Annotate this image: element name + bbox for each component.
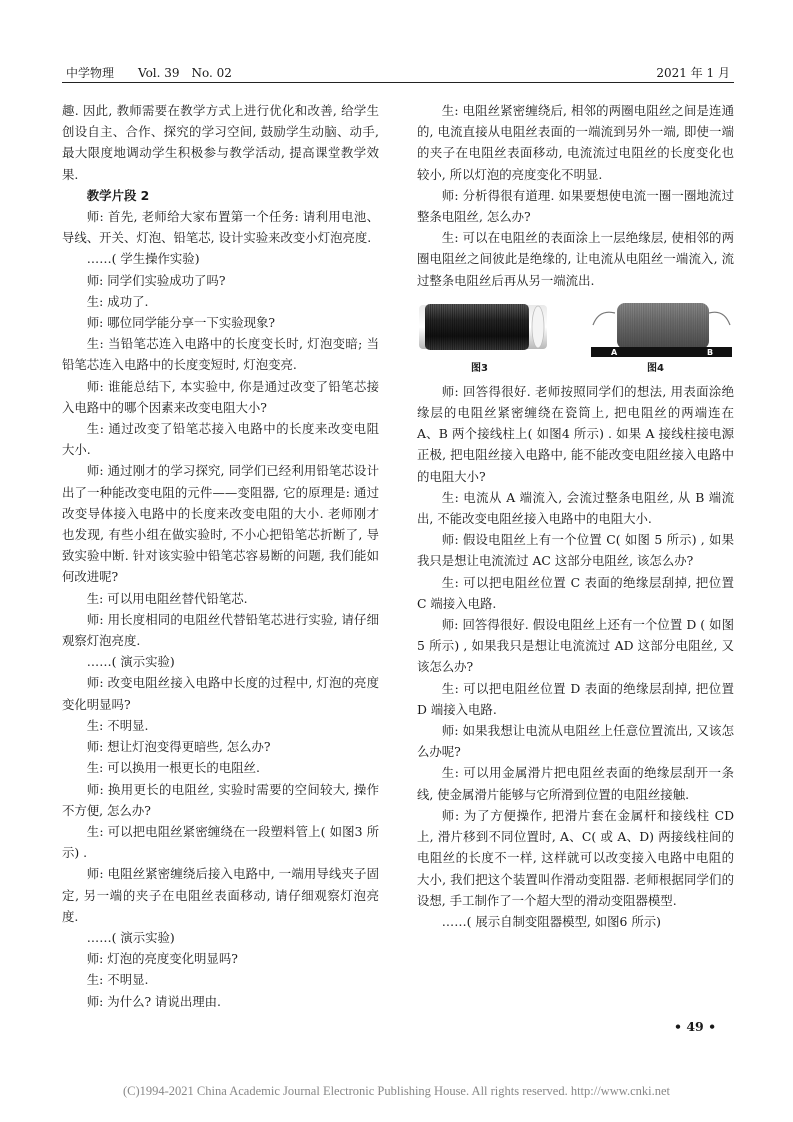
paragraph: 生: 成功了.: [86, 293, 149, 309]
paragraph: ……( 展示自制变阻器模型, 如图6 所示): [441, 913, 661, 929]
paragraph: ……( 演示实验): [86, 929, 175, 945]
paragraph: 趣. 因此, 教师需要在教学方式上进行优化和改善, 给学生创设自主、合作、探究的学习空间, 鼓励学生动脑、动手, 最大限度地调动学生积极参与教学活动, 提高课堂教学效果.: [62, 103, 379, 182]
terminal-b-label: B: [707, 347, 714, 357]
paragraph: 生: 可以把电阻丝位置 C 表面的绝缘层刮掉, 把位置 C 端接入电路.: [417, 574, 734, 611]
paragraph: 师: 回答得很好. 假设电阻丝上还有一个位置 D ( 如图 5 所示) , 如果我只是想让电流流过 AD 这部分电阻丝, 又该怎么办?: [417, 617, 734, 675]
paragraph: 师: 假设电阻丝上有一个位置 C( 如图 5 所示) , 如果我只是想让电流流过 AC 这部分电阻丝, 该怎么办?: [417, 532, 734, 569]
paragraph: 生: 不明显.: [86, 717, 149, 733]
paragraph: 师: 如果我想让电流从电阻丝上任意位置流出, 又该怎么办呢?: [417, 723, 734, 760]
paragraph: 师: 用长度相同的电阻丝代替铅笔芯进行实验, 请仔细观察灯泡亮度.: [62, 611, 379, 649]
paragraph: 生: 不明显.: [86, 972, 149, 988]
paragraph: 生: 可以换用一根更长的电阻丝.: [86, 760, 260, 776]
figure-3-caption: 图3: [471, 362, 488, 374]
paragraph: 生: 可以用电阻丝替代铅笔芯.: [86, 590, 248, 606]
paragraph: ……( 演示实验): [86, 654, 175, 670]
paragraph: 师: 回答得很好. 老师按照同学们的想法, 用表面涂绝缘层的电阻丝紧密缠绕在瓷筒上, 把电阻丝的两端连在 A、B 两个接线柱上( 如图4 所示) . 如果 A 接线柱接电源正极, 把电阻丝接入电路中, 能不能改变电阻丝接入电路中的电阻大小?: [417, 383, 734, 484]
paragraph: 师: 同学们实验成功了吗?: [86, 272, 226, 288]
section-heading: 教学片段 2: [86, 187, 150, 203]
paragraph: 师: 为了方便操作, 把滑片套在金属杆和接线柱 CD 上, 滑片移到不同位置时, A、C( 或 A、D) 两接线柱间的电阻丝的长度不一样, 这样就可以改变接入电路中电阻的大小, 我们把这个装置叫作滑动变阻器. 老师根据同学们的设想, 手工制作了一个超大型的滑动变阻器模型.: [417, 807, 734, 908]
issue-date: 2021 年 1 月: [656, 66, 730, 80]
paragraph: 生: 可以把电阻丝紧密缠绕在一段塑料管上( 如图3 所示) .: [62, 823, 379, 861]
paragraph: 生: 可以把电阻丝位置 D 表面的绝缘层刮掉, 把位置 D 端接入电路.: [417, 680, 734, 717]
terminal-a-label: A: [611, 347, 618, 357]
figure-3-coil-image: [419, 297, 547, 357]
figure-4-caption: 图4: [647, 362, 664, 374]
paragraph: 师: 改变电阻丝接入电路中长度的过程中, 灯泡的亮度变化明显吗?: [62, 675, 379, 712]
paragraph: 生: 电阻丝紧密缠绕后, 相邻的两圈电阻丝之间是连通的, 电流直接从电阻丝表面的一端流到另外一端, 即使一端的夹子在电阻丝表面移动, 电流流过电阻丝的长度变化也较小, 所以灯泡的亮度变化不明显.: [417, 103, 734, 182]
left-column: [62, 100, 379, 1012]
page-number: • 49 •: [674, 1019, 717, 1034]
copyright-footer: (C)1994-2021 China Academic Journal Electronic Publishing House. All rights reserved. http://www.cnki.net: [122, 1084, 670, 1098]
paragraph: 生: 当铅笔芯连入电路中的长度变长时, 灯泡变暗; 当铅笔芯连入电路中的长度变短时, 灯泡变亮.: [62, 336, 379, 373]
paragraph: 师: 首先, 老师给大家布置第一个任务: 请利用电池、导线、开关、灯泡、铅笔芯, 设计实验来改变小灯泡亮度.: [62, 209, 379, 246]
paragraph: 生: 可以在电阻丝的表面涂上一层绝缘层, 使相邻的两圈电阻丝之间彼此是绝缘的, 让电流从电阻丝一端流入, 流过整条电阻丝后再从另一端流出.: [417, 230, 734, 288]
paragraph: 师: 换用更长的电阻丝, 实验时需要的空间较大, 操作不方便, 怎么办?: [62, 781, 379, 818]
right-column: [417, 100, 734, 932]
paragraph: 师: 电阻丝紧密缠绕后接入电路中, 一端用导线夹子固定, 另一端的夹子在电阻丝表面移动, 请仔细观察灯泡亮度.: [62, 866, 379, 924]
paragraph: 生: 可以用金属滑片把电阻丝表面的绝缘层刮开一条线, 使金属滑片能够与它所滑到位置的电阻丝接触.: [417, 765, 734, 802]
journal-info: 中学物理 Vol. 39 No. 02: [66, 66, 232, 80]
paragraph: 生: 电流从 A 端流入, 会流过整条电阻丝, 从 B 端流出, 不能改变电阻丝接入电路中的电阻大小.: [417, 489, 734, 527]
paragraph: 师: 通过刚才的学习探究, 同学们已经利用铅笔芯设计出了一种能改变电阻的元件——变阻器, 它的原理是: 通过改变导体接入电路中的长度来改变电阻的大小. 老师刚才也发现, 有些小组在做实验时, 不小心把铅笔芯折断了, 导致实验中断. 针对该实验中铅笔芯容易断的问题, 我们能如何改进呢?: [62, 463, 379, 585]
paragraph: 师: 哪位同学能分享一下实验现象?: [86, 315, 276, 331]
paragraph: 师: 谁能总结下, 本实验中, 你是通过改变了铅笔芯接入电路中的哪个因素来改变电阻大小?: [62, 378, 379, 415]
running-header: [62, 62, 734, 83]
paragraph: 师: 分析得很有道理. 如果要想使电流一圈一圈地流过整条电阻丝, 怎么办?: [417, 187, 734, 225]
paragraph: 师: 灯泡的亮度变化明显吗?: [86, 951, 238, 967]
figure-4-coil-image: [589, 297, 734, 357]
paragraph: 师: 为什么? 请说出理由.: [86, 993, 221, 1009]
paragraph: 生: 通过改变了铅笔芯接入电路中的长度来改变电阻大小.: [62, 421, 379, 458]
paragraph: ……( 学生操作实验): [86, 251, 200, 267]
paragraph: 师: 想让灯泡变得更暗些, 怎么办?: [86, 739, 271, 755]
figure-row: [417, 297, 734, 377]
